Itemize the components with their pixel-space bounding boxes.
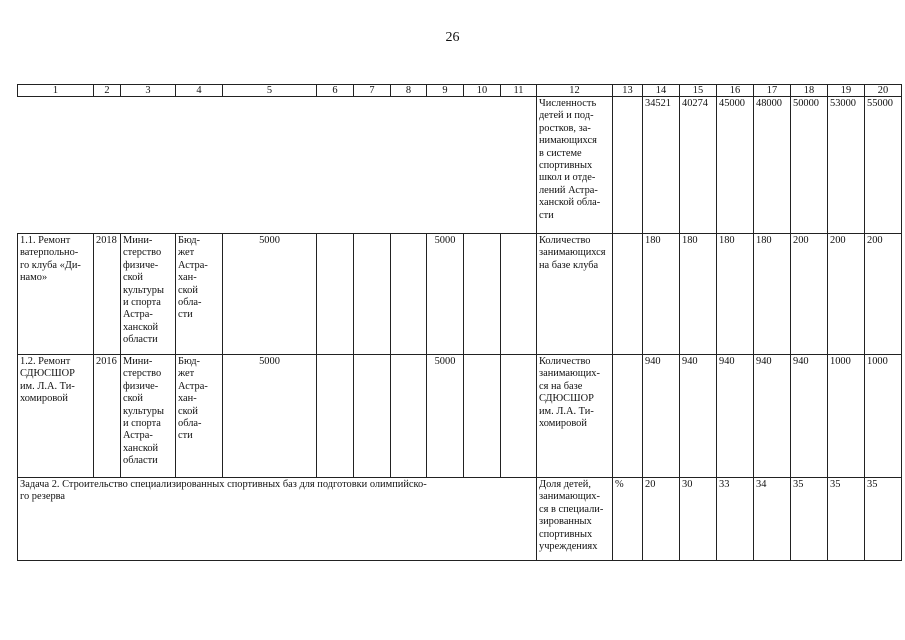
header-cell: 2 — [94, 85, 121, 97]
empty-cell — [354, 355, 391, 478]
value-cell: 180 — [754, 234, 791, 355]
value-cell: 200 — [865, 234, 902, 355]
value-cell: 200 — [791, 234, 828, 355]
header-cell: 18 — [791, 85, 828, 97]
executor-cell: Мини- стерство физиче- ской культуры и спорта Астра- ханской области — [121, 234, 176, 355]
header-cell: 14 — [643, 85, 680, 97]
measure-name-cell: 1.1. Ремонт ватерпольно- го клуба «Ди- намо» — [18, 234, 94, 355]
value-cell: 940 — [791, 355, 828, 478]
value-cell: 940 — [754, 355, 791, 478]
empty-cell — [391, 355, 427, 478]
table-row — [18, 234, 902, 355]
funding-source-cell: Бюд- жет Астра- хан- ской обла- сти — [176, 234, 223, 355]
measure-name-cell: 1.2. Ремонт СДЮСШОР им. Л.А. Ти- хомировой — [18, 355, 94, 478]
unit-cell — [613, 355, 643, 478]
value-cell: 53000 — [828, 97, 865, 234]
value-cell: 33 — [717, 478, 754, 561]
header-cell: 19 — [828, 85, 865, 97]
value-cell: 34521 — [643, 97, 680, 234]
header-cell: 6 — [317, 85, 354, 97]
unit-cell: % — [613, 478, 643, 561]
value-cell: 50000 — [791, 97, 828, 234]
indicator-cell: Количество занимающихся на базе клуба — [537, 234, 613, 355]
value-cell: 45000 — [717, 97, 754, 234]
indicator-cell: Численность детей и под- ростков, за- нимающихся в системе спортивных школ и отде- лений Астра- ханской обла- сти — [537, 97, 613, 234]
empty-cell — [354, 234, 391, 355]
value-cell: 200 — [828, 234, 865, 355]
empty-span-cell — [18, 97, 537, 234]
value-cell: 940 — [680, 355, 717, 478]
header-cell: 20 — [865, 85, 902, 97]
indicator-cell: Количество занимающих- ся на базе СДЮСШОР им. Л.А. Ти- хомировой — [537, 355, 613, 478]
task-row — [18, 478, 902, 561]
value-cell: 940 — [717, 355, 754, 478]
header-cell: 3 — [121, 85, 176, 97]
header-cell: 17 — [754, 85, 791, 97]
empty-cell — [317, 234, 354, 355]
value-cell: 1000 — [828, 355, 865, 478]
header-cell: 9 — [427, 85, 464, 97]
value-cell: 35 — [865, 478, 902, 561]
header-cell: 12 — [537, 85, 613, 97]
header-cell: 8 — [391, 85, 427, 97]
page-number: 26 — [445, 30, 460, 45]
empty-cell — [464, 355, 501, 478]
value-cell: 35 — [828, 478, 865, 561]
indicator-row — [18, 97, 902, 234]
header-row — [18, 85, 902, 97]
header-cell: 5 — [223, 85, 317, 97]
executor-cell: Мини- стерство физиче- ской культуры и спорта Астра- ханской области — [121, 355, 176, 478]
value-cell: 180 — [717, 234, 754, 355]
year-cell: 2018 — [94, 234, 121, 355]
year-cell: 2016 — [94, 355, 121, 478]
value-cell: 48000 — [754, 97, 791, 234]
unit-cell — [613, 234, 643, 355]
value-cell: 180 — [680, 234, 717, 355]
header-cell: 1 — [18, 85, 94, 97]
value-cell: 30 — [680, 478, 717, 561]
header-cell: 7 — [354, 85, 391, 97]
header-cell: 10 — [464, 85, 501, 97]
task-title-cell: Задача 2. Строительство специализированных спортивных баз для подготовки олимпийско- го резерва — [18, 478, 537, 561]
empty-cell — [501, 355, 537, 478]
year-amount-cell: 5000 — [427, 355, 464, 478]
value-cell: 55000 — [865, 97, 902, 234]
year-amount-cell: 5000 — [427, 234, 464, 355]
unit-cell — [613, 97, 643, 234]
value-cell: 1000 — [865, 355, 902, 478]
program-table — [17, 84, 902, 561]
header-cell: 4 — [176, 85, 223, 97]
header-cell: 13 — [613, 85, 643, 97]
value-cell: 940 — [643, 355, 680, 478]
empty-cell — [317, 355, 354, 478]
empty-cell — [501, 234, 537, 355]
value-cell: 35 — [791, 478, 828, 561]
header-cell: 15 — [680, 85, 717, 97]
table-row — [18, 355, 902, 478]
value-cell: 34 — [754, 478, 791, 561]
value-cell: 180 — [643, 234, 680, 355]
total-cell: 5000 — [223, 234, 317, 355]
header-cell: 16 — [717, 85, 754, 97]
empty-cell — [391, 234, 427, 355]
indicator-cell: Доля детей, занимающих- ся в специали- зированных спортивных учреждениях — [537, 478, 613, 561]
funding-source-cell: Бюд- жет Астра- хан- ской обла- сти — [176, 355, 223, 478]
empty-cell — [464, 234, 501, 355]
value-cell: 40274 — [680, 97, 717, 234]
total-cell: 5000 — [223, 355, 317, 478]
value-cell: 20 — [643, 478, 680, 561]
header-cell: 11 — [501, 85, 537, 97]
